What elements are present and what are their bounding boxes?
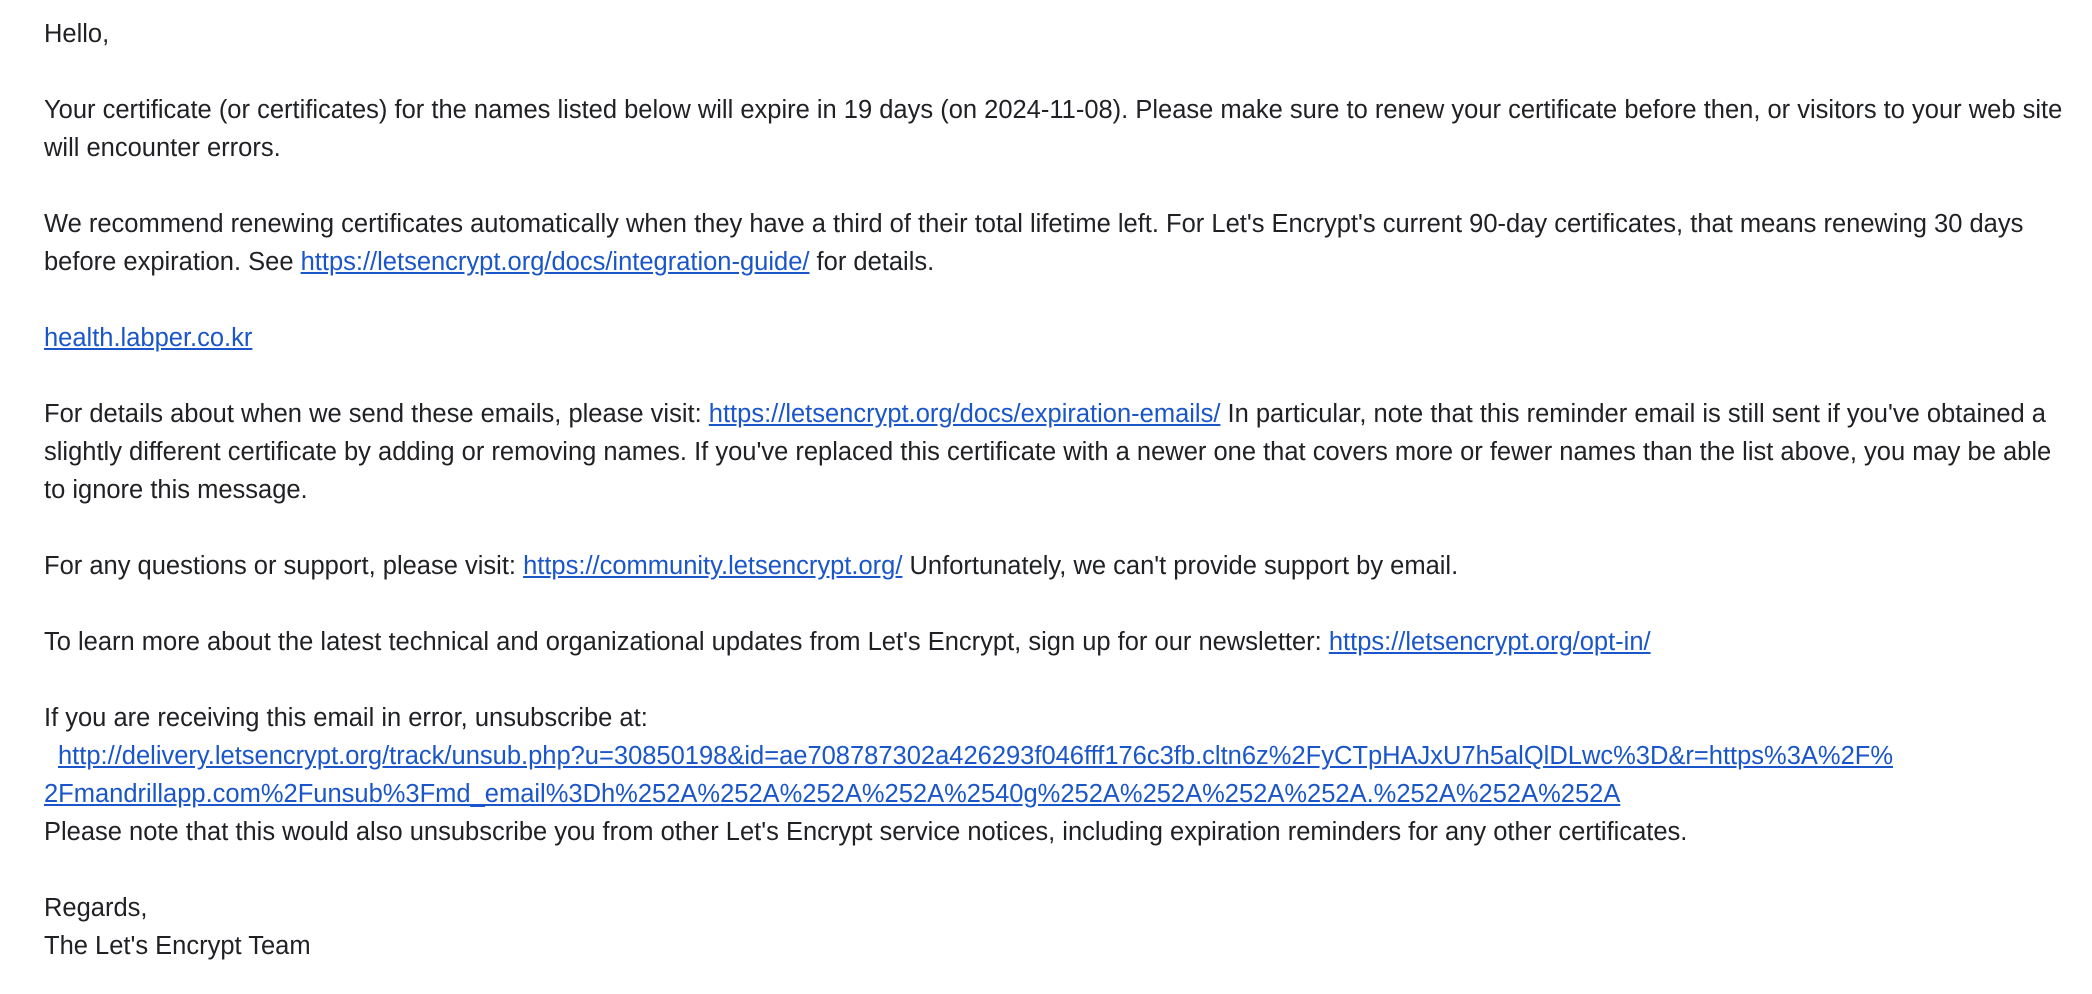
- support-text-after: Unfortunately, we can't provide support by email.: [902, 552, 1459, 580]
- expiration-emails-link[interactable]: https://letsencrypt.org/docs/expiration-emails/: [708, 400, 1221, 428]
- domain-paragraph: [44, 319, 2064, 357]
- unsubscribe-section: [44, 699, 2064, 851]
- unsubscribe-link-line2: 2Fmandrillapp.com%2Funsub%3Fmd_email%3Dh%252A%252A%252A%252A%2540g%252A%252A%252A%252A.%252A%252A%252A: [44, 780, 1621, 808]
- closing: Regards,: [44, 894, 148, 922]
- details-text-after: In particular, note that this reminder email is still sent if you've obtained a slightly different certificate by adding or removing names. If you've replaced this certificate with a newer one that covers more or fewer names than the list above, you may be able to ignore this message.: [44, 400, 2052, 504]
- email-body: [44, 15, 2064, 965]
- unsubscribe-link-container: [44, 737, 2064, 813]
- unsubscribe-link[interactable]: [44, 742, 1893, 808]
- support-text-before: For any questions or support, please visit:: [44, 552, 524, 580]
- recommend-text-before: We recommend renewing certificates automatically when they have a third of their total lifetime left. For Let's Encrypt's current 90-day certificates, that means renewing 30 days before expiration. See: [44, 210, 2024, 276]
- integration-guide-link[interactable]: https://letsencrypt.org/docs/integration-guide/: [300, 248, 810, 276]
- signature: The Let's Encrypt Team: [44, 932, 311, 960]
- domain-link[interactable]: health.labper.co.kr: [44, 324, 253, 352]
- expiry-paragraph: Your certificate (or certificates) for the names listed below will expire in 19 days (on 2024-11-08). Please make sure to renew your certificate before then, or visitors to your web site will encounter errors.: [44, 96, 2063, 162]
- community-link[interactable]: https://community.letsencrypt.org/: [523, 552, 903, 580]
- unsubscribe-intro: If you are receiving this email in error, unsubscribe at:: [44, 704, 648, 732]
- newsletter-paragraph: [44, 623, 2064, 661]
- unsubscribe-note: Please note that this would also unsubscribe you from other Let's Encrypt service notices, including expiration reminders for any other certificates.: [44, 818, 1688, 846]
- opt-in-link[interactable]: https://letsencrypt.org/opt-in/: [1328, 628, 1651, 656]
- unsubscribe-link-line1: http://delivery.letsencrypt.org/track/unsub.php?u=30850198&id=ae708787302a426293f046fff176c3fb.cltn6z%2FyCTpHAJxU7h5alQlDLwc%3D&r=https%3A%2F%: [58, 742, 1894, 770]
- recommend-paragraph: [44, 205, 2064, 281]
- recommend-text-after: for details.: [809, 248, 935, 276]
- details-paragraph: [44, 395, 2064, 509]
- greeting: Hello,: [44, 20, 110, 48]
- support-paragraph: [44, 547, 2064, 585]
- newsletter-text-before: To learn more about the latest technical and organizational updates from Let's Encrypt, sign up for our newsletter:: [44, 628, 1329, 656]
- details-text-before: For details about when we send these emails, please visit:: [44, 400, 709, 428]
